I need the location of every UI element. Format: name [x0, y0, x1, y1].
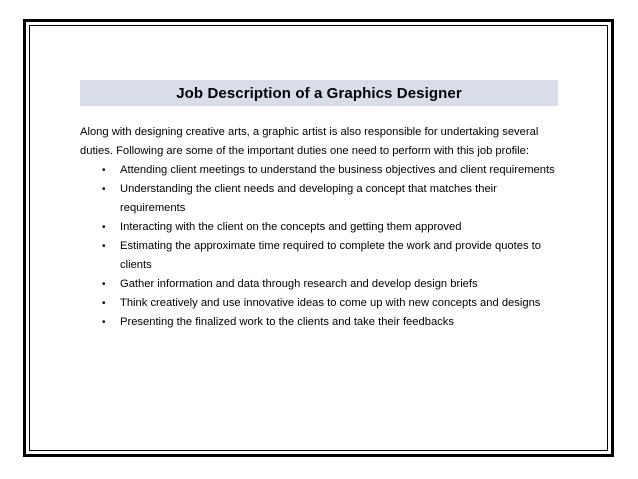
bullet-icon: •	[102, 279, 106, 290]
duty-text: Interacting with the client on the concepts and getting them approved	[120, 221, 462, 233]
duty-text: Gather information and data through research and develop design briefs	[120, 278, 478, 290]
document-title: Job Description of a Graphics Designer	[176, 84, 462, 102]
duty-text: Attending client meetings to understand the business objectives and client requirements	[120, 164, 555, 176]
title-banner	[80, 80, 558, 106]
duty-text: Estimating the approximate time required to complete the work and provide quotes to clients	[120, 240, 542, 271]
duty-text: Presenting the finalized work to the clients and take their feedbacks	[120, 316, 454, 328]
intro-paragraph: Along with designing creative arts, a graphic artist is also responsible for undertaking several duties. Following are some of the important duties one need to perform with this job profile:	[80, 126, 539, 157]
list-item	[80, 294, 560, 313]
duties-list	[80, 161, 560, 332]
bullet-icon: •	[102, 298, 106, 309]
bullet-icon: •	[102, 184, 106, 195]
list-item	[80, 161, 560, 180]
document-body	[80, 123, 560, 332]
bullet-icon: •	[102, 317, 106, 328]
bullet-icon: •	[102, 165, 106, 176]
bullet-icon: •	[102, 222, 106, 233]
duty-text: Think creatively and use innovative ideas to come up with new concepts and designs	[120, 297, 541, 309]
list-item	[80, 275, 560, 294]
bullet-icon: •	[102, 241, 106, 252]
list-item	[80, 180, 560, 218]
list-item	[80, 313, 560, 332]
list-item	[80, 218, 560, 237]
duty-text: Understanding the client needs and developing a concept that matches their requirements	[120, 183, 497, 214]
list-item	[80, 237, 560, 275]
